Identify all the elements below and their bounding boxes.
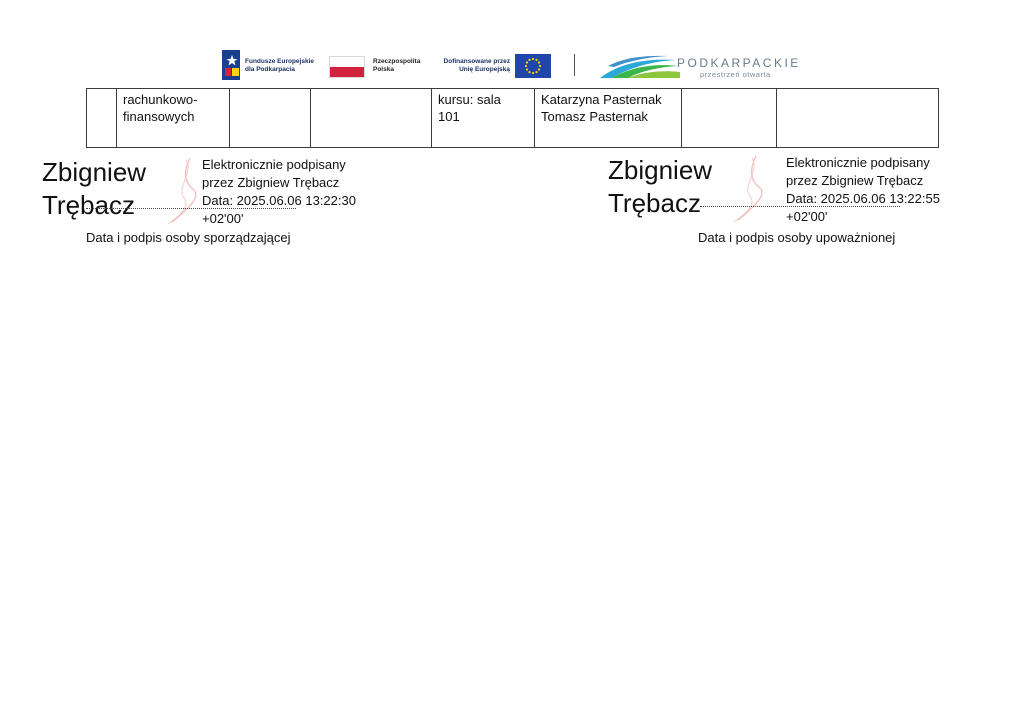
signature-caption: Data i podpis osoby upoważnionej (698, 230, 896, 245)
region-name: PODKARPACKIE (677, 56, 801, 70)
signature-details: Elektronicznie podpisany przez Zbigniew Trębacz Data: 2025.06.06 13:22:30 +02'00' (202, 157, 356, 226)
fe-logo-text: Fundusze Europejskie dla Podkarpacia (245, 58, 314, 73)
region-tagline: przestrzeń otwarta (700, 70, 771, 79)
table-cell (87, 89, 117, 148)
signature-caption: Data i podpis osoby sporządzającej (86, 230, 291, 245)
data-table (86, 88, 939, 148)
signature-details: Elektronicznie podpisany przez Zbigniew Trębacz Data: 2025.06.06 13:22:55 +02'00' (786, 155, 940, 224)
table-cell (777, 89, 939, 148)
eu-flag-icon (515, 54, 551, 78)
pl-logo-text: Rzeczpospolita Polska (373, 58, 421, 73)
signer-name: Zbigniew Trębacz (42, 157, 147, 220)
table-row (87, 89, 939, 148)
table-cell (230, 89, 311, 148)
eu-logo-text: Dofinansowane przez Unię Europejską (443, 58, 510, 73)
logo-separator (574, 54, 575, 76)
table-cell: kursu: sala 101 (432, 89, 535, 148)
poland-flag-icon (329, 56, 365, 78)
logo-bar (0, 48, 1024, 84)
signature-block-preparer (40, 154, 370, 254)
table-cell: Katarzyna Pasternak Tomasz Pasternak (535, 89, 682, 148)
fe-stars-icon (224, 54, 240, 78)
table-cell: rachunkowo- finansowych (117, 89, 230, 148)
signer-name: Zbigniew Trębacz (608, 155, 713, 218)
table-cell (311, 89, 432, 148)
signature-mark-icon (164, 154, 204, 226)
table-cell (682, 89, 777, 148)
podkarpackie-logo-icon (598, 52, 680, 80)
signature-mark-icon (730, 152, 770, 224)
signature-block-authorized (606, 152, 940, 252)
